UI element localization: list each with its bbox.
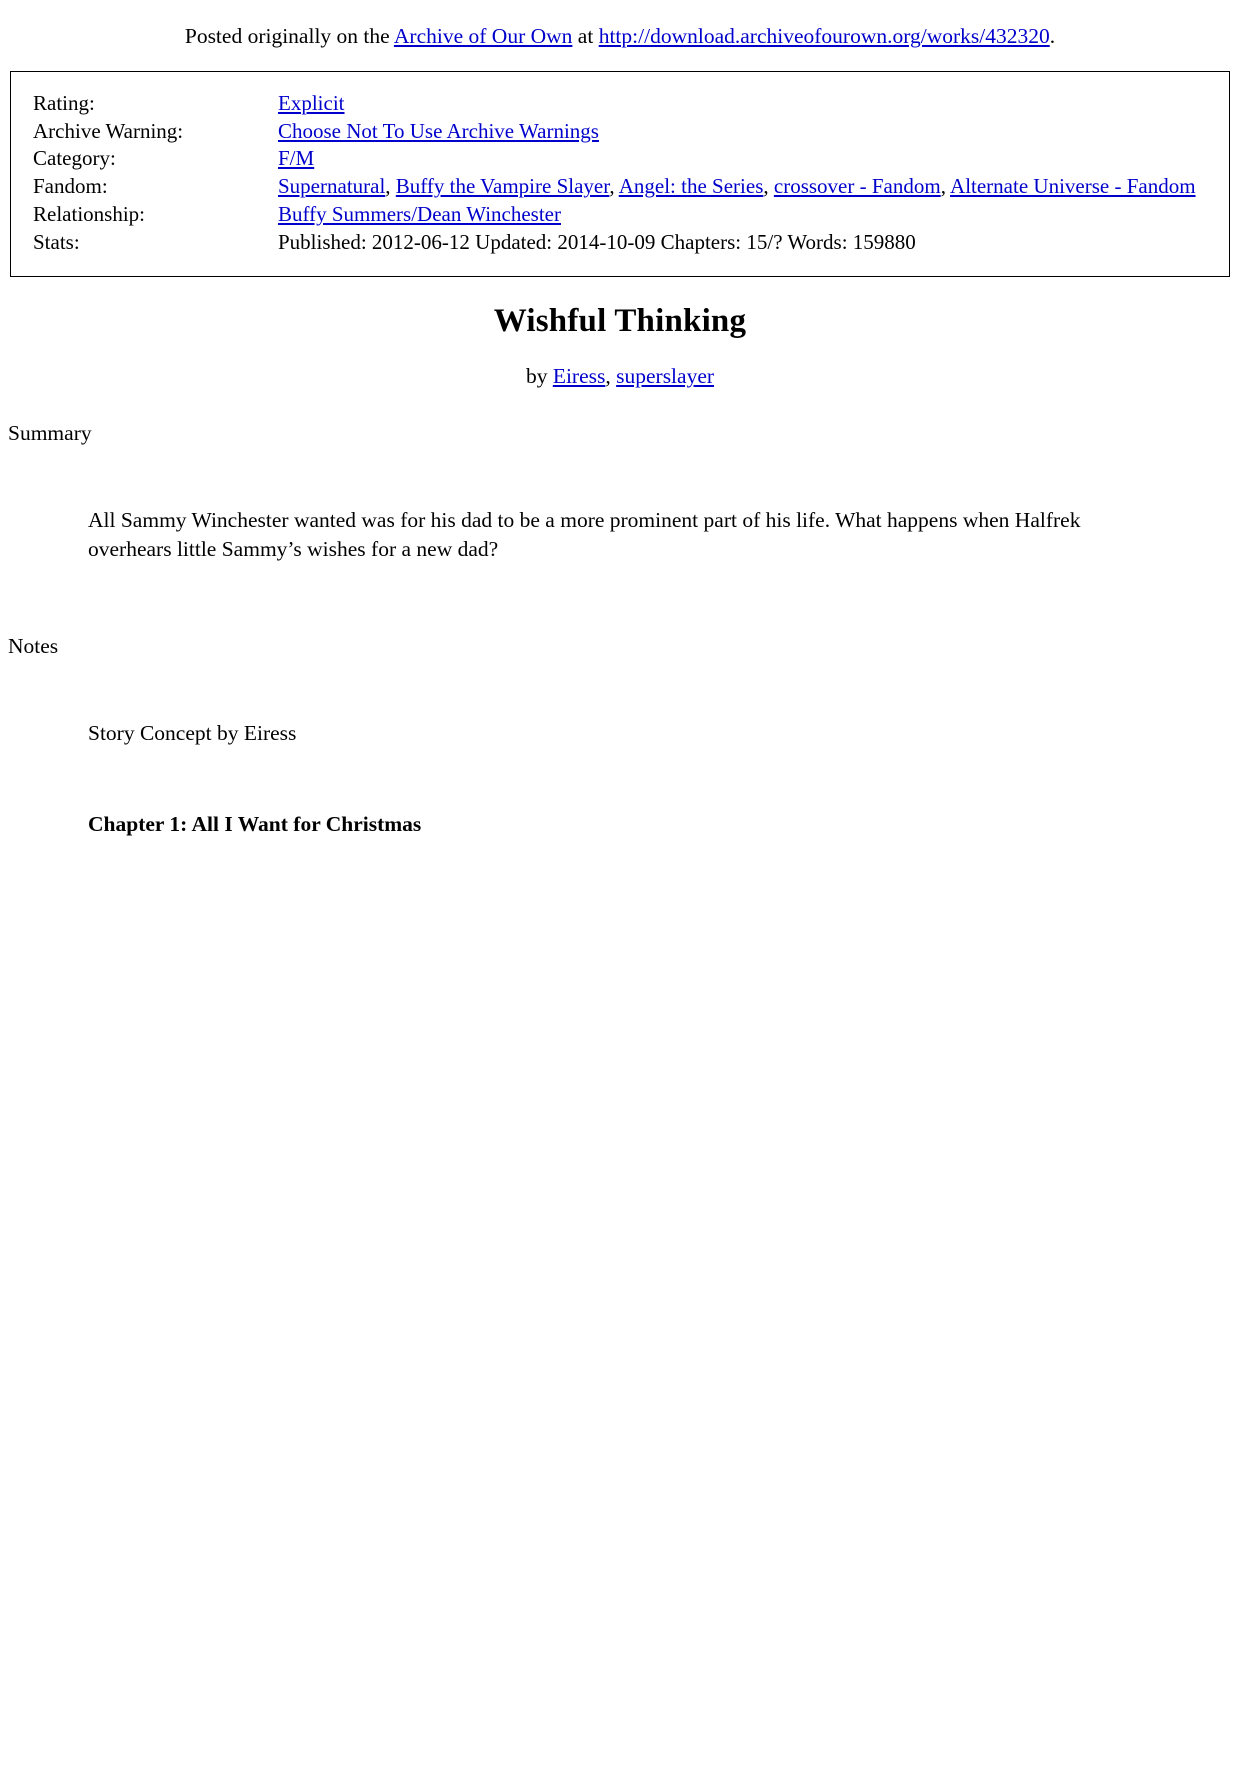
fandom-link-alternate-universe[interactable]: Alternate Universe - Fandom [950,174,1196,199]
rating-link[interactable]: Explicit [278,91,345,116]
archive-warning-link[interactable]: Choose Not To Use Archive Warnings [278,118,599,143]
fandom-link-buffy-the-vampire-slayer[interactable]: Buffy the Vampire Slayer [395,174,610,199]
preface-lead-text: Posted originally on the [184,24,394,48]
author-separator: , [605,364,617,389]
meta-value-rating [278,90,1207,118]
summary-heading: Summary [8,421,92,446]
fandom-separator: , [940,174,951,199]
fandom-separator: , [385,174,396,199]
meta-label-category: Category: [33,146,116,171]
meta-value-stats: Published: 2012-06-12 Updated: 2014-10-09 Chapters: 15/? Words: 159880 [278,229,916,254]
author-link-superslayer[interactable]: superslayer [616,364,715,389]
table-row [33,118,1207,146]
author-link-eiress[interactable]: Eiress [552,364,606,389]
meta-label-relationship: Relationship: [33,201,145,226]
byline [0,364,1240,389]
preface-middle-text: at [572,24,599,48]
meta-value-fandom [278,173,1207,201]
archive-of-our-own-link[interactable]: Archive of Our Own [393,24,573,48]
meta-label-stats: Stats: [33,229,80,254]
fandom-link-supernatural[interactable]: Supernatural [278,174,386,199]
relationship-link[interactable]: Buffy Summers/Dean Winchester [278,201,561,226]
meta-value-relationship [278,201,1207,229]
meta-label-rating: Rating: [33,91,95,116]
summary-text: All Sammy Winchester wanted was for his dad to be a more prominent part of his life. What happens when Halfrek overhears little Sammy’s wishes for a new dad? [88,508,1081,561]
work-meta-box [10,71,1230,277]
table-row [33,173,1207,201]
fandom-separator: , [763,174,774,199]
document-page [0,22,1240,1776]
byline-by-word: by [525,364,553,389]
meta-value-category [278,145,1207,173]
table-row [33,90,1207,118]
fandom-link-angel-the-series[interactable]: Angel: the Series [618,174,764,199]
notes-heading: Notes [8,633,59,658]
notes-text: Story Concept by Eiress [88,720,297,745]
work-download-url-link[interactable]: http://download.archiveofourown.org/works/432320 [598,24,1050,48]
meta-value-archive-warning [278,118,1207,146]
fandom-link-crossover[interactable]: crossover - Fandom [773,174,941,199]
category-link[interactable]: F/M [278,146,315,171]
preface-line [0,22,1240,51]
chapter-heading: Chapter 1: All I Want for Christmas [88,811,422,836]
table-row [33,229,1207,257]
page-title: Wishful Thinking [493,303,747,340]
table-row [33,145,1207,173]
work-meta-table [33,90,1207,256]
meta-label-archive-warning: Archive Warning: [33,118,184,143]
fandom-separator: , [609,174,619,199]
preface-trailing-text: . [1049,24,1056,48]
meta-label-fandom: Fandom: [33,174,108,199]
table-row [33,201,1207,229]
